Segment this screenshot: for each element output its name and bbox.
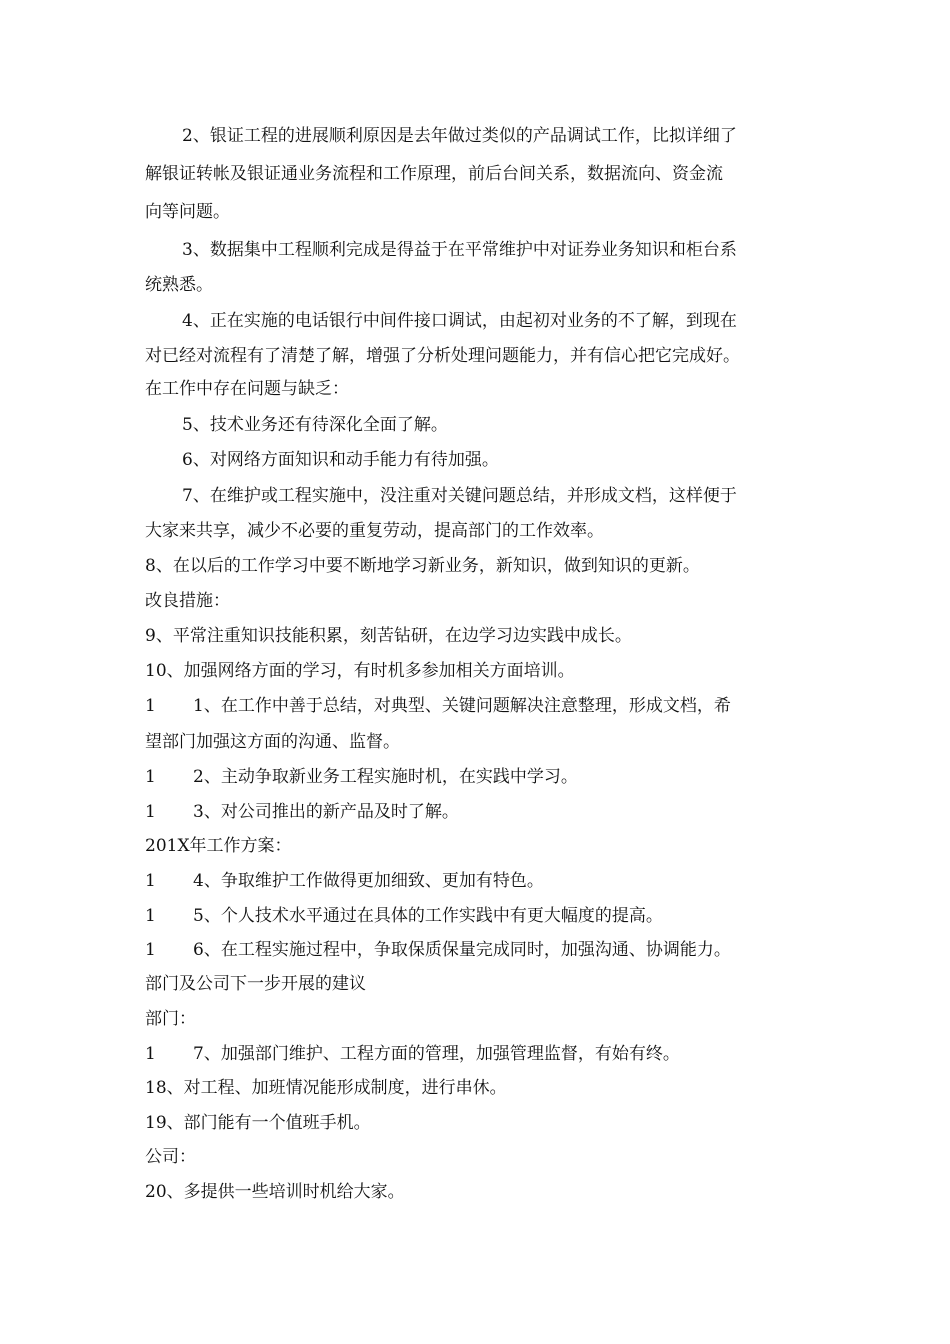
section-heading: 改良措施： [145,591,230,611]
section-heading: 部门及公司下一步开展的建议 [145,974,366,994]
paragraph-line: 6、对网络方面知识和动手能力有待加强。 [182,450,499,470]
section-heading: 公司： [145,1147,196,1167]
item-number: 1 [145,940,156,960]
item-text: 6、在工程实施过程中，争取保质保量完成同时，加强沟通、协调能力。 [193,940,731,960]
paragraph-line: 统熟悉。 [145,275,213,295]
item-text: 1、在工作中善于总结，对典型、关键问题解决注意整理，形成文档，希 [193,696,731,716]
paragraph-line: 9、平常注重知识技能积累，刻苦钻研，在边学习边实践中成长。 [145,626,632,646]
paragraph-line: 对已经对流程有了清楚了解，增强了分析处理问题能力，并有信心把它完成好。 [145,346,740,366]
paragraph-line: 7、在维护或工程实施中，没注重对关键问题总结，并形成文档，这样便于 [182,486,737,506]
section-heading: 在工作中存在问题与缺乏： [145,379,349,399]
item-text: 7、加强部门维护、工程方面的管理，加强管理监督，有始有终。 [193,1044,680,1064]
numbered-line [145,695,815,717]
paragraph-line: 5、技术业务还有待深化全面了解。 [182,415,448,435]
paragraph-line: 10、加强网络方面的学习，有时机多参加相关方面培训。 [145,661,575,681]
paragraph-line: 大家来共享，减少不必要的重复劳动，提高部门的工作效率。 [145,521,604,541]
section-heading: 201X年工作方案： [145,836,292,856]
numbered-line [145,801,815,823]
section-heading: 部门： [145,1009,196,1029]
item-text: 5、个人技术水平通过在具体的工作实践中有更大幅度的提高。 [193,906,663,926]
paragraph-line: 3、数据集中工程顺利完成是得益于在平常维护中对证券业务知识和柜台系 [182,240,737,260]
item-number: 1 [145,767,156,787]
numbered-line [145,905,815,927]
item-text: 3、对公司推出的新产品及时了解。 [193,802,459,822]
numbered-line [145,870,815,892]
paragraph-line: 19、部门能有一个值班手机。 [145,1113,371,1133]
paragraph-line: 4、正在实施的电话银行中间件接口调试，由起初对业务的不了解，到现在 [182,311,737,331]
item-number: 1 [145,696,156,716]
numbered-line [145,766,815,788]
item-number: 1 [145,906,156,926]
numbered-line [145,1043,815,1065]
item-number: 1 [145,1044,156,1064]
paragraph-line: 8、在以后的工作学习中要不断地学习新业务，新知识，做到知识的更新。 [145,556,700,576]
paragraph-line: 向等问题。 [145,202,230,222]
item-number: 1 [145,871,156,891]
item-number: 1 [145,802,156,822]
paragraph-line: 20、多提供一些培训时机给大家。 [145,1182,405,1202]
paragraph-line: 18、对工程、加班情况能形成制度，进行串休。 [145,1078,507,1098]
item-text: 4、争取维护工作做得更加细致、更加有特色。 [193,871,544,891]
paragraph-line: 解银证转帐及银证通业务流程和工作原理，前后台间关系，数据流向、资金流 [145,164,723,184]
paragraph-line: 2、银证工程的进展顺利原因是去年做过类似的产品调试工作，比拟详细了 [182,126,737,146]
numbered-line [145,939,815,961]
item-text: 2、主动争取新业务工程实施时机，在实践中学习。 [193,767,578,787]
paragraph-line: 望部门加强这方面的沟通、监督。 [145,732,400,752]
